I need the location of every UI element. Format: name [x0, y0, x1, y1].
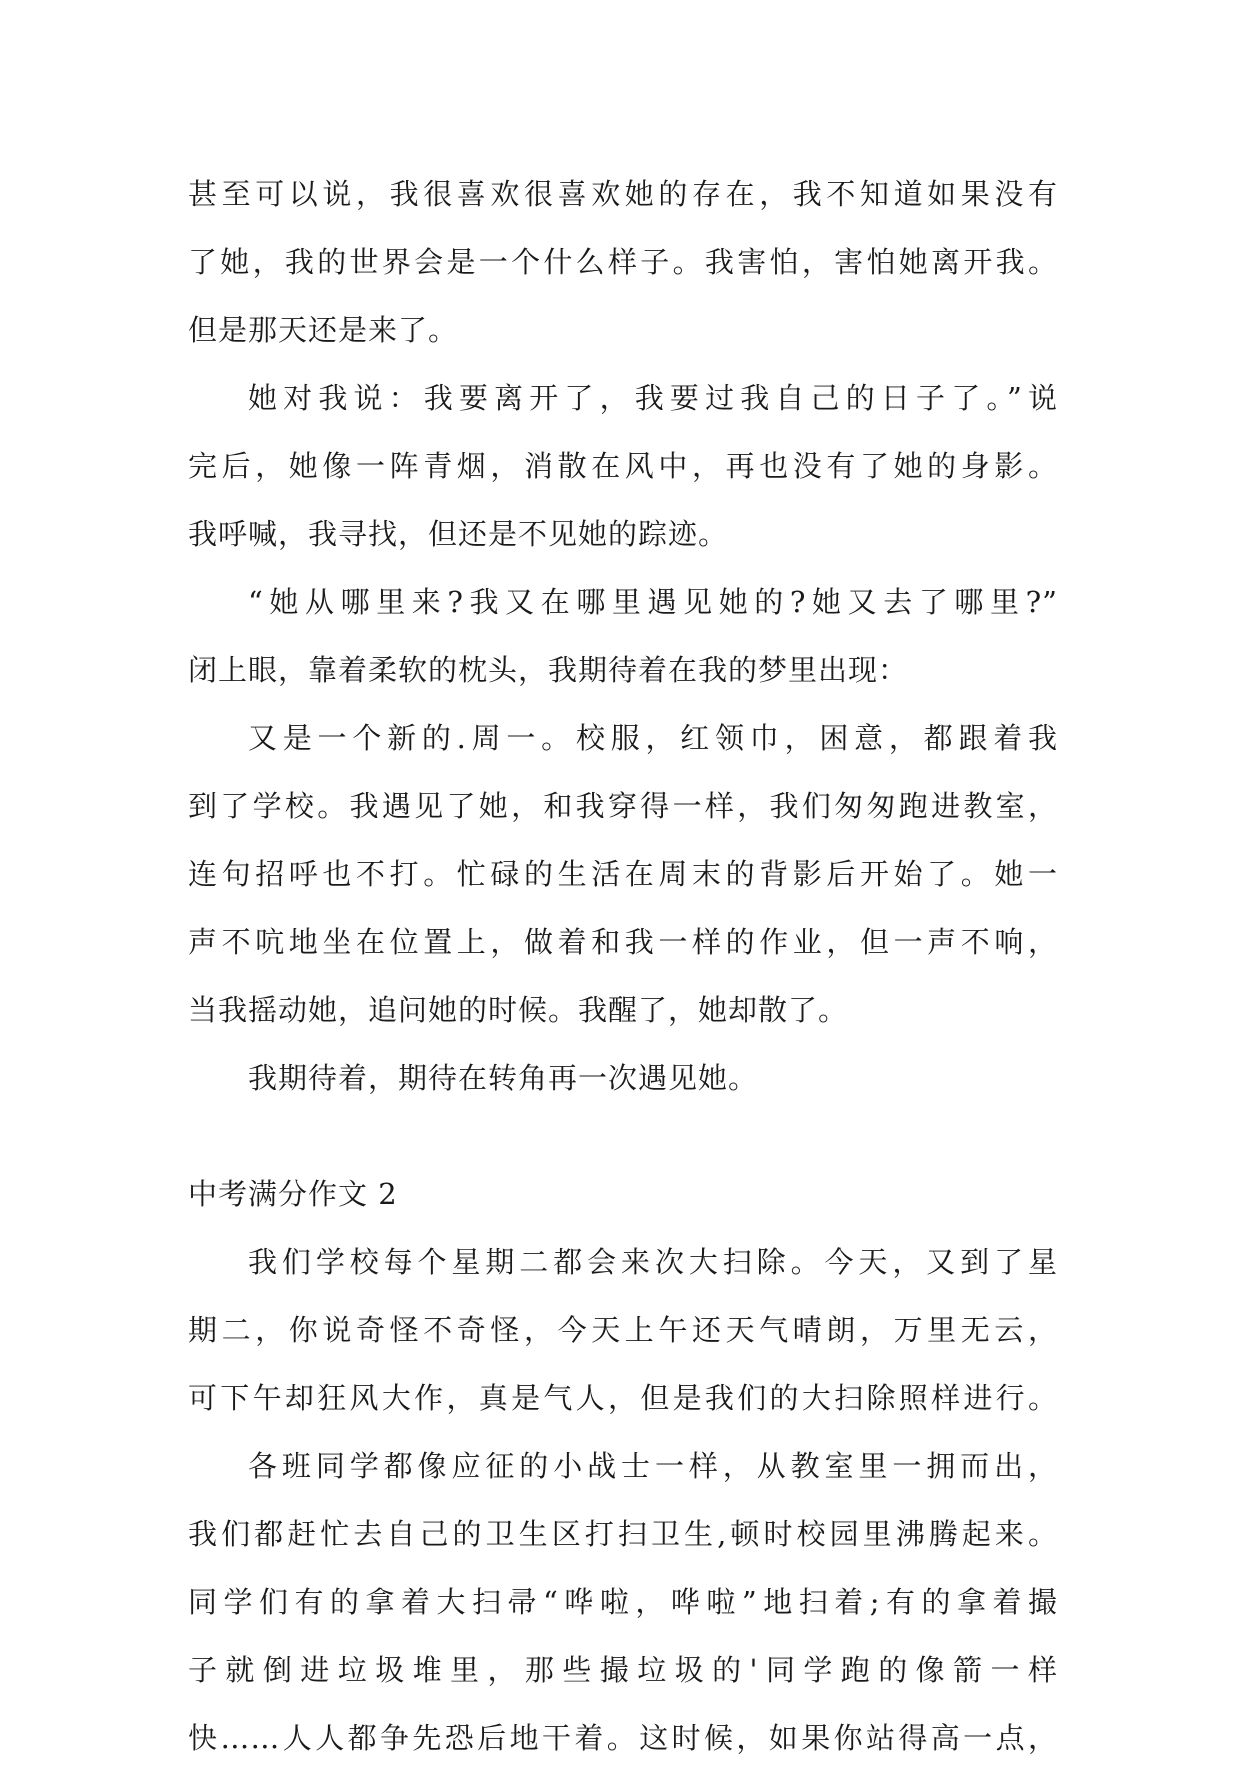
text-line: 我期待着，期待在转角再一次遇见她。	[248, 1061, 759, 1095]
text-line: 我们都赶忙去自己的卫生区打扫卫生,顿时校园里沸腾起来。	[188, 1517, 1058, 1551]
text-line: 但是那天还是来了。	[188, 313, 459, 347]
text-line: 声不吭地坐在位置上，做着和我一样的作业，但一声不响，	[188, 925, 1058, 959]
text-line: 我呼喊，我寻找，但还是不见她的踪迹。	[188, 517, 729, 551]
paragraph	[188, 1432, 1058, 1772]
essay-2	[188, 1160, 1058, 1772]
text-line: 闭上眼，靠着柔软的枕头，我期待着在我的梦里出现：	[188, 653, 909, 687]
text-line: 完后，她像一阵青烟，消散在风中，再也没有了她的身影。	[188, 449, 1058, 483]
text-line: 可下午却狂风大作，真是气人，但是我们的大扫除照样进行。	[188, 1381, 1058, 1415]
text-line: “她从哪里来?我又在哪里遇见她的?她又去了哪里?”	[248, 585, 1058, 619]
paragraph	[188, 568, 1058, 704]
text-line: 各班同学都像应征的小战士一样，从教室里一拥而出，	[248, 1449, 1058, 1483]
text-line: 又是一个新的.周一。校服，红领巾，困意，都跟着我	[248, 721, 1058, 755]
text-line: 甚至可以说，我很喜欢很喜欢她的存在，我不知道如果没有	[188, 177, 1058, 211]
text-line: 了她，我的世界会是一个什么样子。我害怕，害怕她离开我。	[188, 245, 1058, 279]
paragraph	[188, 1044, 1058, 1112]
text-line: 期二，你说奇怪不奇怪，今天上午还天气晴朗，万里无云，	[188, 1313, 1058, 1347]
text-line: 我们学校每个星期二都会来次大扫除。今天，又到了星	[248, 1245, 1058, 1279]
document-body	[188, 160, 1058, 1772]
text-line: 当我摇动她，追问她的时候。我醒了，她却散了。	[188, 993, 849, 1027]
text-line: 连句招呼也不打。忙碌的生活在周末的背影后开始了。她一	[188, 857, 1058, 891]
essay-title: 中考满分作文 2	[188, 1177, 398, 1211]
text-line: 她对我说：我要离开了，我要过我自己的日子了。”说	[248, 381, 1058, 415]
essay-1	[188, 160, 1058, 1112]
text-line: 子就倒进垃圾堆里，那些撮垃圾的'同学跑的像箭一样	[188, 1653, 1058, 1687]
paragraph	[188, 160, 1058, 364]
paragraph	[188, 364, 1058, 568]
section-spacer	[188, 1112, 1058, 1160]
text-line: 到了学校。我遇见了她，和我穿得一样，我们匆匆跑进教室，	[188, 789, 1058, 823]
paragraph	[188, 704, 1058, 1044]
text-line: 快……人人都争先恐后地干着。这时候，如果你站得高一点，	[188, 1721, 1058, 1755]
text-line: 同学们有的拿着大扫帚“哗啦，哗啦”地扫着;有的拿着撮	[188, 1585, 1058, 1619]
paragraph	[188, 1228, 1058, 1432]
